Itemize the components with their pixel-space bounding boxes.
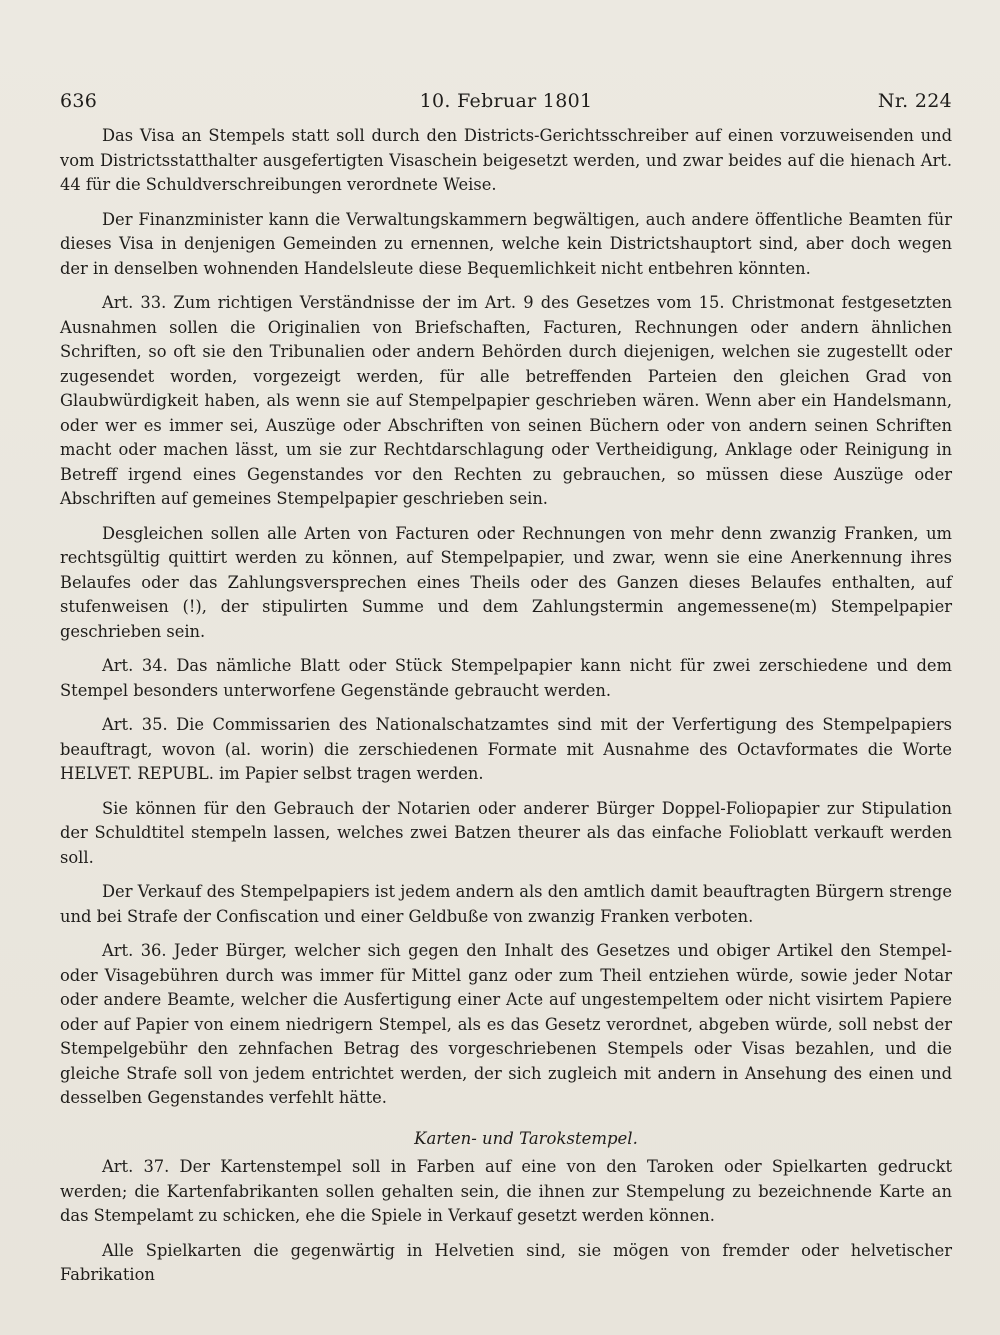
running-header bbox=[60, 90, 952, 112]
paragraph-art-36: Art. 36. Jeder Bürger, welcher sich gegen den Inhalt des Gesetzes und obiger Artikel den Stempel- oder Visagebühren durch was immer für Mittel ganz oder zum Theil entziehen würde, sowie jeder Notar oder andere Beamte, welcher die Ausfertigung einer Acte auf ungestempeltem oder nicht visirtem Papiere oder auf Papier von einem niedrigern Stempel, als es das Gesetz verordnet, abgeben würde, soll nebst der Stempelgebühr den zehnfachen Betrag des vorgeschriebenen Stempels oder Visas bezahlen, und die gleiche Strafe soll von jedem entrichtet werden, der sich zugleich mit andern in Ansehung des einen und desselben Gegenstandes verfehlt hätte. bbox=[60, 941, 952, 1107]
paragraph-art-37: Art. 37. Der Kartenstempel soll in Farben auf eine von den Taroken oder Spielkarten gedruckt werden; die Kartenfabrikanten sollen gehalten sein, die ihnen zur Stempelung zu bezeichnende Karte an das Stempelamt zu schicken, ehe die Spiele in Verkauf gesetzt werden können. bbox=[60, 1157, 952, 1225]
paragraph: Sie können für den Gebrauch der Notarien oder anderer Bürger Doppel-Foliopapier zur Stipulation der Schuldtitel stempeln lassen, welches zwei Batzen theurer als das einfache Folioblatt verkauft werden soll. bbox=[60, 798, 952, 867]
paragraph: Das Visa an Stempels statt soll durch den Districts-Gerichtsschreiber auf einen vorzuweisenden und vom Districtsstatthalter ausgefertigten Visaschein beigesetzt werden, und zwar beides auf die hienach Art. 44 für die Schuldverschreibungen verordnete Weise. bbox=[60, 126, 952, 194]
page-number: 636 bbox=[60, 90, 98, 112]
body-text bbox=[60, 124, 952, 1288]
paragraph-art-34: Art. 34. Das nämliche Blatt oder Stück Stempelpapier kann nicht für zwei zerschiedene und dem Stempel besonders unterworfene Gegenstände gebraucht werden. bbox=[60, 656, 952, 700]
paragraph: Alle Spielkarten die gegenwärtig in Helvetien sind, sie mögen von fremder oder helvetischer Fabrikation bbox=[60, 1240, 952, 1284]
paragraph: Der Verkauf des Stempelpapiers ist jedem andern als den amtlich damit beauftragten Bürgern strenge und bei Strafe der Confiscation und einer Geldbuße von zwanzig Franken verboten. bbox=[60, 882, 952, 926]
paragraph: Der Finanzminister kann die Verwaltungskammern begwältigen, auch andere öffentliche Beamten für dieses Visa in denjenigen Gemeinden zu ernennen, welche kein Districtshauptort sind, aber doch wegen der in denselben wohnenden Handelsleute diese Bequemlichkeit nicht entbehren könnten. bbox=[60, 209, 952, 278]
paragraph: Desgleichen sollen alle Arten von Facturen oder Rechnungen von mehr denn zwanzig Franken, um rechtsgültig quittirt werden zu können, auf Stempelpapier, und zwar, wenn sie eine Anerkennung ihres Belaufes oder das Zahlungsversprechen eines Theils oder des Ganzen dieses Belaufes enthalten, auf stufenweisen (!), der stipulirten Summe und dem Zahlungstermin angemessene(m) Stempelpapier geschrieben sein. bbox=[60, 523, 952, 641]
paragraph-art-33: Art. 33. Zum richtigen Verständnisse der im Art. 9 des Gesetzes vom 15. Christmonat festgesetzten Ausnahmen sollen die Originalien von Briefschaften, Facturen, Rechnungen oder andern ähnlichen Schriften, so oft sie den Tribunalien oder andern Behörden durch diejenigen, welchen sie zugestellt oder zugesendet worden, vorgezeigt werden, für alle betreffenden Parteien den gleichen Grad von Glaubwürdigkeit haben, als wenn sie auf Stempelpapier geschrieben wären. Wenn aber ein Handelsmann, oder wer es immer sei, Auszüge oder Abschriften von seinen Büchern oder von andern seinen Schriften macht oder machen lässt, um sie zur Rechtdarschlagung oder Vertheidigung, Anklage oder Reinigung in Betreff irgend eines Gegenstandes vor den Rechten zu gebrauchen, so müssen diese Auszüge oder Abschriften auf gemeines Stempelpapier geschrieben sein. bbox=[60, 293, 952, 508]
section-heading: Karten- und Tarokstempel. bbox=[414, 1128, 638, 1148]
paragraph-art-35: Art. 35. Die Commissarien des Nationalschatzamtes sind mit der Verfertigung des Stempelpapiers beauftragt, wovon (al. worin) die zerschiedenen Formate mit Ausnahme des Octavformates die Worte HELVET. REPUBL. im Papier selbst tragen werden. bbox=[60, 715, 952, 783]
issue-number: Nr. 224 bbox=[877, 90, 952, 112]
header-date: 10. Februar 1801 bbox=[419, 90, 593, 112]
